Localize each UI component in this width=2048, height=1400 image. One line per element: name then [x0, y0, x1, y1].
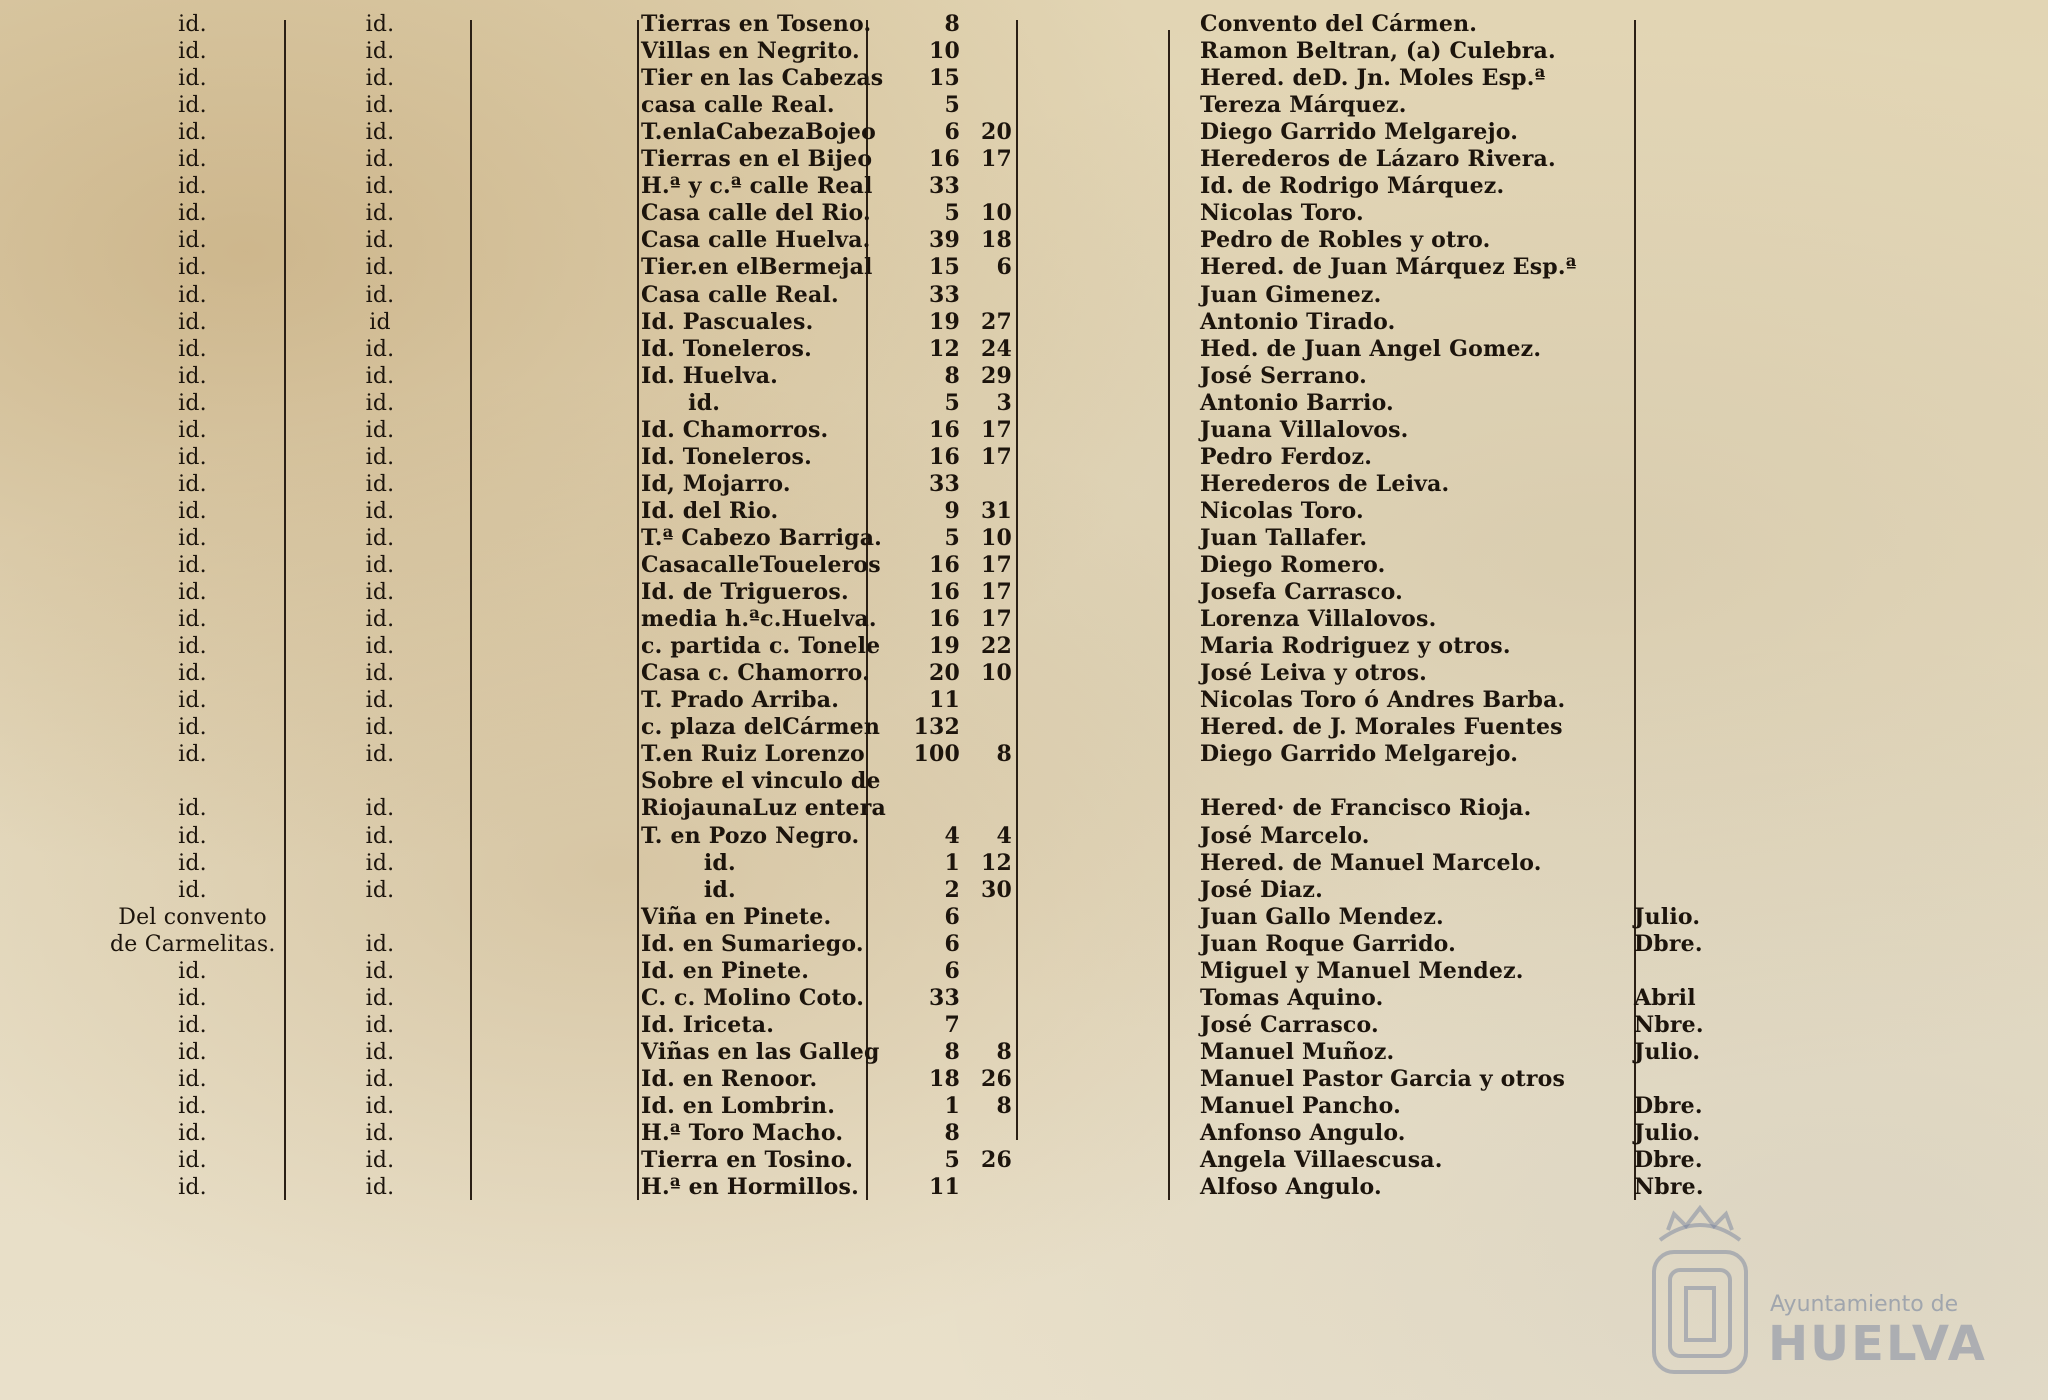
table-row	[0, 92, 2048, 119]
col-origin: id.	[178, 1012, 207, 1038]
col-origin-2: id.	[365, 823, 395, 849]
col-origin-2: id.	[365, 201, 395, 227]
table-row	[0, 200, 2048, 227]
col-amount: 16	[928, 416, 960, 443]
col-owner: Manuel Muñoz.	[1200, 1038, 1395, 1065]
col-owner: Herederos de Lázaro Rivera.	[1200, 146, 1556, 173]
table-row	[0, 282, 2048, 309]
col-property: Id, Mojarro.	[641, 470, 791, 497]
col-amount: 10	[928, 38, 960, 65]
table-row	[0, 173, 2048, 200]
col-property: Casa calle Huelva.	[641, 227, 871, 254]
table-row	[0, 227, 2048, 254]
col-owner: Josefa Carrasco.	[1200, 579, 1403, 606]
table-row	[0, 768, 2048, 795]
table-row	[0, 119, 2048, 146]
col-owner: Miguel y Manuel Mendez.	[1200, 957, 1524, 984]
col-origin: id.	[178, 309, 207, 335]
col-amount: 19	[928, 633, 960, 660]
col-origin: id.	[178, 1066, 207, 1092]
col-origin: id.	[178, 174, 207, 200]
col-amount: 11	[928, 687, 960, 714]
col-amount: 11	[928, 1174, 960, 1201]
col-origin-2: id.	[365, 444, 395, 470]
col-origin: id.	[178, 1039, 207, 1065]
col-property: Id. Toneleros.	[641, 443, 812, 470]
col-amount: 8	[944, 11, 960, 37]
col-origin: id.	[178, 147, 207, 173]
table-row	[0, 687, 2048, 714]
col-amount: 6	[944, 930, 960, 957]
col-property: casa calle Real.	[641, 92, 835, 119]
col-amount: 18	[928, 1065, 960, 1092]
col-owner: Antonio Tirado.	[1200, 308, 1396, 335]
col-origin-2: id.	[365, 850, 395, 876]
col-amount: 39	[928, 227, 960, 254]
table-row	[0, 471, 2048, 498]
col-property: H.ª y c.ª calle Real	[641, 173, 873, 200]
col-property: Tier.en elBermejal	[641, 254, 873, 281]
col-amount: 5	[944, 1147, 960, 1174]
col-property: CasacalleToueleros	[641, 552, 881, 578]
col-origin-2: id.	[365, 661, 395, 687]
col-origin-2: id.	[365, 1066, 395, 1092]
table-row	[0, 606, 2048, 633]
col-origin-2: id.	[365, 985, 395, 1011]
col-property: Tierra en Tosino.	[641, 1147, 854, 1174]
col-origin-2: id.	[365, 282, 395, 308]
col-amount: 1	[944, 849, 960, 876]
col-owner: José Leiva y otros.	[1200, 660, 1428, 687]
col-property: Id. del Rio.	[641, 497, 779, 524]
col-fraction: 8	[996, 1093, 1012, 1119]
col-origin-2: id.	[365, 580, 395, 606]
col-property: T. Prado Arriba.	[641, 687, 840, 714]
col-property: Id. Huelva.	[641, 362, 779, 389]
col-origin-2: id.	[365, 525, 395, 551]
col-owner: Maria Rodriguez y otros.	[1200, 633, 1511, 660]
col-fraction: 10	[980, 200, 1012, 227]
col-fraction: 17	[980, 606, 1012, 633]
col-amount: 2	[944, 876, 960, 903]
col-amount: 5	[944, 92, 960, 119]
col-fraction: 17	[980, 552, 1012, 578]
col-origin-2: id.	[365, 958, 395, 984]
col-origin-2: id.	[365, 363, 395, 389]
col-origin-2: id.	[365, 1121, 395, 1147]
col-origin: id.	[178, 444, 207, 470]
col-origin-2: id.	[365, 1148, 395, 1174]
col-amount: 8	[944, 1038, 960, 1065]
col-origin-2: id.	[365, 1094, 395, 1119]
table-row	[0, 254, 2048, 281]
col-month: Dbre.	[1634, 1147, 1703, 1174]
table-row	[0, 823, 2048, 850]
col-origin-2: id.	[365, 336, 395, 362]
col-owner: Hed. de Juan Angel Gomez.	[1200, 335, 1542, 362]
col-owner: Tereza Márquez.	[1200, 92, 1407, 119]
col-owner: Antonio Barrio.	[1200, 389, 1394, 416]
table-row	[0, 1174, 2048, 1201]
col-origin: id.	[178, 742, 207, 768]
col-fraction: 22	[980, 633, 1012, 660]
col-month: Julio.	[1634, 1120, 1701, 1147]
col-origin-2: id.	[365, 120, 395, 146]
col-property: Id. Toneleros.	[641, 335, 812, 362]
col-owner: Lorenza Villalovos.	[1200, 606, 1437, 633]
col-property: id.	[641, 849, 736, 876]
col-owner: Ramon Beltran, (a) Culebra.	[1200, 38, 1556, 65]
col-origin: id.	[178, 607, 207, 633]
huelva-watermark	[1640, 1200, 1987, 1390]
col-property: Sobre el vinculo de	[641, 768, 881, 795]
col-fraction: 17	[980, 579, 1012, 606]
col-month: Dbre.	[1634, 1093, 1703, 1119]
col-origin: id.	[178, 553, 207, 578]
col-amount: 16	[928, 606, 960, 633]
col-fraction: 30	[980, 876, 1012, 903]
col-origin: id.	[178, 1175, 207, 1201]
table-row	[0, 417, 2048, 444]
col-fraction: 18	[980, 227, 1012, 254]
col-amount: 5	[944, 200, 960, 227]
col-owner: Anfonso Angulo.	[1200, 1120, 1406, 1147]
col-amount: 1	[944, 1093, 960, 1119]
col-amount: 8	[944, 362, 960, 389]
col-owner: Diego Garrido Melgarejo.	[1200, 119, 1519, 146]
col-fraction: 20	[980, 119, 1012, 146]
table-row	[0, 363, 2048, 390]
col-property: C. c. Molino Coto.	[641, 984, 865, 1011]
col-origin-2: id.	[365, 1012, 395, 1038]
col-origin: id.	[178, 1121, 207, 1147]
col-origin: id.	[178, 471, 207, 497]
col-owner: Hered. de J. Morales Fuentes	[1200, 714, 1563, 741]
table-row	[0, 579, 2048, 606]
col-fraction: 10	[980, 660, 1012, 687]
col-origin-2: id.	[365, 12, 395, 37]
col-owner: Hered· de Francisco Rioja.	[1200, 795, 1532, 822]
col-origin-2: id.	[365, 607, 395, 633]
col-owner: Nicolas Toro.	[1200, 497, 1364, 524]
col-fraction: 10	[980, 524, 1012, 551]
watermark-line-1: Ayuntamiento de	[1770, 1292, 1959, 1317]
col-origin: id.	[178, 255, 207, 281]
col-property: T.en Ruiz Lorenzo	[641, 741, 865, 768]
col-origin: id.	[178, 498, 207, 524]
col-origin: id.	[178, 525, 207, 551]
col-month: Julio.	[1634, 903, 1701, 930]
table-row	[0, 1147, 2048, 1174]
col-origin-2: id.	[365, 471, 395, 497]
col-owner: Diego Romero.	[1200, 552, 1386, 578]
col-origin-2: id.	[365, 147, 395, 173]
table-row	[0, 741, 2048, 768]
col-origin: id.	[178, 39, 207, 65]
col-origin: id.	[178, 823, 207, 849]
col-owner: Manuel Pancho.	[1200, 1093, 1401, 1119]
table-row	[0, 985, 2048, 1012]
col-owner: Hered. deD. Jn. Moles Esp.ª	[1200, 65, 1546, 92]
watermark-line-2: HUELVA	[1768, 1316, 1987, 1372]
col-amount: 20	[928, 660, 960, 687]
table-row	[0, 877, 2048, 904]
col-amount: 6	[944, 119, 960, 146]
col-origin: id.	[178, 120, 207, 146]
col-month: Julio.	[1634, 1038, 1701, 1065]
table-row	[0, 309, 2048, 336]
col-property: Id. de Trigueros.	[641, 579, 849, 606]
col-amount: 8	[944, 1120, 960, 1147]
col-origin: id.	[178, 390, 207, 416]
table-row	[0, 1039, 2048, 1066]
col-owner: Juan Roque Garrido.	[1200, 930, 1457, 957]
col-origin-2: id.	[365, 1175, 395, 1201]
col-property: id.	[641, 389, 721, 416]
col-owner: Hered. de Juan Márquez Esp.ª	[1200, 254, 1577, 281]
col-owner: José Carrasco.	[1200, 1011, 1379, 1038]
col-origin: id.	[178, 228, 207, 254]
col-origin-2: id.	[365, 498, 395, 524]
col-origin: de Carmelitas.	[110, 931, 276, 957]
col-origin-2: id.	[365, 255, 395, 281]
col-origin: id.	[178, 688, 207, 714]
col-amount: 132	[913, 714, 960, 741]
col-origin: id.	[178, 66, 207, 92]
table-row	[0, 714, 2048, 741]
col-origin-2: id.	[365, 715, 395, 741]
col-owner: Convento del Cármen.	[1200, 11, 1478, 37]
col-fraction: 8	[996, 1038, 1012, 1065]
col-origin-2: id.	[365, 39, 395, 65]
col-fraction: 27	[980, 308, 1012, 335]
table-row	[0, 1093, 2048, 1120]
col-property: media h.ªc.Huelva.	[641, 606, 877, 633]
col-fraction: 12	[980, 849, 1012, 876]
table-row	[0, 1012, 2048, 1039]
col-origin-2: id.	[365, 634, 395, 660]
col-property: Id. Chamorros.	[641, 416, 829, 443]
table-row	[0, 11, 2048, 38]
col-property: H.ª en Hormillos.	[641, 1174, 859, 1201]
col-origin-2: id.	[365, 742, 395, 768]
table-row	[0, 498, 2048, 525]
col-property: Viñas en las Galleg	[641, 1038, 880, 1065]
col-origin: id.	[178, 201, 207, 227]
col-fraction: 26	[980, 1147, 1012, 1174]
col-origin-2: id.	[365, 553, 395, 578]
col-owner: Hered. de Manuel Marcelo.	[1200, 849, 1542, 876]
col-owner: Manuel Pastor Garcia y otros	[1200, 1065, 1566, 1092]
col-property: Casa calle del Rio.	[641, 200, 871, 227]
table-row	[0, 65, 2048, 92]
col-amount: 100	[913, 741, 960, 768]
col-owner: Alfoso Angulo.	[1200, 1174, 1382, 1201]
col-amount: 33	[928, 470, 960, 497]
col-amount: 4	[944, 822, 960, 849]
table-row	[0, 931, 2048, 958]
table-row	[0, 146, 2048, 173]
col-origin: id.	[178, 715, 207, 741]
col-origin-2: id.	[365, 93, 395, 119]
table-row	[0, 444, 2048, 471]
col-amount: 6	[944, 957, 960, 984]
table-row	[0, 1066, 2048, 1093]
col-fraction: 3	[996, 389, 1012, 416]
col-property: Id. en Pinete.	[641, 957, 810, 984]
col-amount: 9	[944, 497, 960, 524]
col-origin-2: id.	[365, 1039, 395, 1065]
col-owner: Herederos de Leiva.	[1200, 470, 1450, 497]
col-owner: Nicolas Toro.	[1200, 200, 1364, 227]
col-amount: 7	[944, 1011, 960, 1038]
col-amount: 16	[928, 579, 960, 606]
col-amount: 15	[928, 65, 960, 92]
col-property: T. en Pozo Negro.	[641, 822, 860, 849]
col-origin-2: id.	[365, 228, 395, 254]
col-origin: id.	[178, 336, 207, 362]
col-property: Id. Iriceta.	[641, 1011, 775, 1038]
table-row	[0, 850, 2048, 877]
col-origin-2: id.	[365, 66, 395, 92]
col-amount: 6	[944, 903, 960, 930]
col-property: Viña en Pinete.	[641, 903, 832, 930]
table-row	[0, 904, 2048, 931]
col-origin-2: id.	[365, 417, 395, 443]
col-origin-2: id.	[365, 931, 395, 957]
col-origin: id.	[178, 877, 207, 903]
col-property: id.	[641, 876, 736, 903]
col-amount: 33	[928, 281, 960, 308]
table-row	[0, 1120, 2048, 1147]
col-property: Villas en Negrito.	[641, 38, 860, 65]
table-row	[0, 336, 2048, 363]
col-amount: 16	[928, 146, 960, 173]
table-row	[0, 38, 2048, 65]
col-owner: José Marcelo.	[1200, 822, 1370, 849]
col-amount: 16	[928, 552, 960, 578]
col-fraction: 4	[996, 822, 1012, 849]
col-owner: Id. de Rodrigo Márquez.	[1200, 173, 1505, 200]
col-property: Tierras en el Bijeo	[641, 146, 873, 173]
col-property: Tierras en Toseno.	[641, 11, 872, 37]
col-property: H.ª Toro Macho.	[641, 1120, 844, 1147]
col-origin: id.	[178, 363, 207, 389]
col-owner: Diego Garrido Melgarejo.	[1200, 741, 1519, 768]
col-property: c. plaza delCármen	[641, 714, 881, 741]
table-row	[0, 552, 2048, 579]
col-origin-2: id.	[365, 174, 395, 200]
col-origin: id.	[178, 12, 207, 37]
col-fraction: 24	[980, 335, 1012, 362]
col-fraction: 29	[980, 362, 1012, 389]
col-origin-2: id	[369, 309, 391, 335]
col-amount: 33	[928, 984, 960, 1011]
col-origin: id.	[178, 282, 207, 308]
col-fraction: 17	[980, 416, 1012, 443]
col-amount: 33	[928, 173, 960, 200]
col-owner: Juan Tallafer.	[1200, 524, 1368, 551]
col-amount: 15	[928, 254, 960, 281]
col-month: Dbre.	[1634, 930, 1703, 957]
col-origin: id.	[178, 985, 207, 1011]
col-property: T.ª Cabezo Barriga.	[641, 524, 883, 551]
coat-of-arms-icon	[1640, 1200, 1760, 1390]
col-amount: 12	[928, 335, 960, 362]
col-property: Id. en Renoor.	[641, 1065, 818, 1092]
col-property: Id. en Lombrin.	[641, 1093, 836, 1119]
col-amount: 5	[944, 524, 960, 551]
col-month: Nbre.	[1634, 1174, 1704, 1201]
col-property: Casa c. Chamorro.	[641, 660, 871, 687]
table-row	[0, 390, 2048, 417]
col-fraction: 17	[980, 443, 1012, 470]
col-property: Id. en Sumariego.	[641, 930, 864, 957]
col-property: Tier en las Cabezas	[641, 65, 884, 92]
col-property: T.enlaCabezaBojeo	[641, 119, 876, 146]
col-property: RiojaunaLuz entera	[641, 795, 886, 822]
col-property: c. partida c. Tonele	[641, 633, 881, 660]
col-owner: Pedro Ferdoz.	[1200, 443, 1373, 470]
col-owner: Nicolas Toro ó Andres Barba.	[1200, 687, 1566, 714]
col-origin: Del convento	[118, 904, 267, 930]
col-origin: id.	[178, 634, 207, 660]
col-fraction: 26	[980, 1065, 1012, 1092]
col-month: Nbre.	[1634, 1011, 1704, 1038]
col-origin: id.	[178, 93, 207, 119]
table-row	[0, 795, 2048, 822]
col-property: Id. Pascuales.	[641, 308, 814, 335]
table-row	[0, 525, 2048, 552]
col-origin-2: id.	[365, 796, 395, 822]
col-origin: id.	[178, 796, 207, 822]
col-amount: 16	[928, 443, 960, 470]
col-property: Casa calle Real.	[641, 281, 839, 308]
col-origin-2: id.	[365, 877, 395, 903]
col-origin: id.	[178, 661, 207, 687]
col-origin: id.	[178, 850, 207, 876]
table-row	[0, 633, 2048, 660]
col-fraction: 31	[980, 497, 1012, 524]
col-origin: id.	[178, 1148, 207, 1174]
col-origin: id.	[178, 580, 207, 606]
col-month: Abril	[1634, 984, 1696, 1011]
col-fraction: 6	[996, 254, 1012, 281]
col-owner: José Serrano.	[1200, 362, 1367, 389]
col-origin: id.	[178, 1094, 207, 1119]
table-row	[0, 958, 2048, 985]
col-origin: id.	[178, 417, 207, 443]
col-origin: id.	[178, 958, 207, 984]
col-owner: Juana Villalovos.	[1200, 416, 1409, 443]
col-owner: Angela Villaescusa.	[1200, 1147, 1443, 1174]
col-origin-2: id.	[365, 390, 395, 416]
col-owner: Pedro de Robles y otro.	[1200, 227, 1491, 254]
col-owner: Juan Gallo Mendez.	[1200, 903, 1444, 930]
col-fraction: 8	[996, 741, 1012, 768]
col-amount: 5	[944, 389, 960, 416]
col-owner: Tomas Aquino.	[1200, 984, 1384, 1011]
col-owner: Juan Gimenez.	[1200, 281, 1382, 308]
col-owner: José Diaz.	[1200, 876, 1323, 903]
col-fraction: 17	[980, 146, 1012, 173]
col-amount: 19	[928, 308, 960, 335]
table-row	[0, 660, 2048, 687]
col-origin-2: id.	[365, 688, 395, 714]
